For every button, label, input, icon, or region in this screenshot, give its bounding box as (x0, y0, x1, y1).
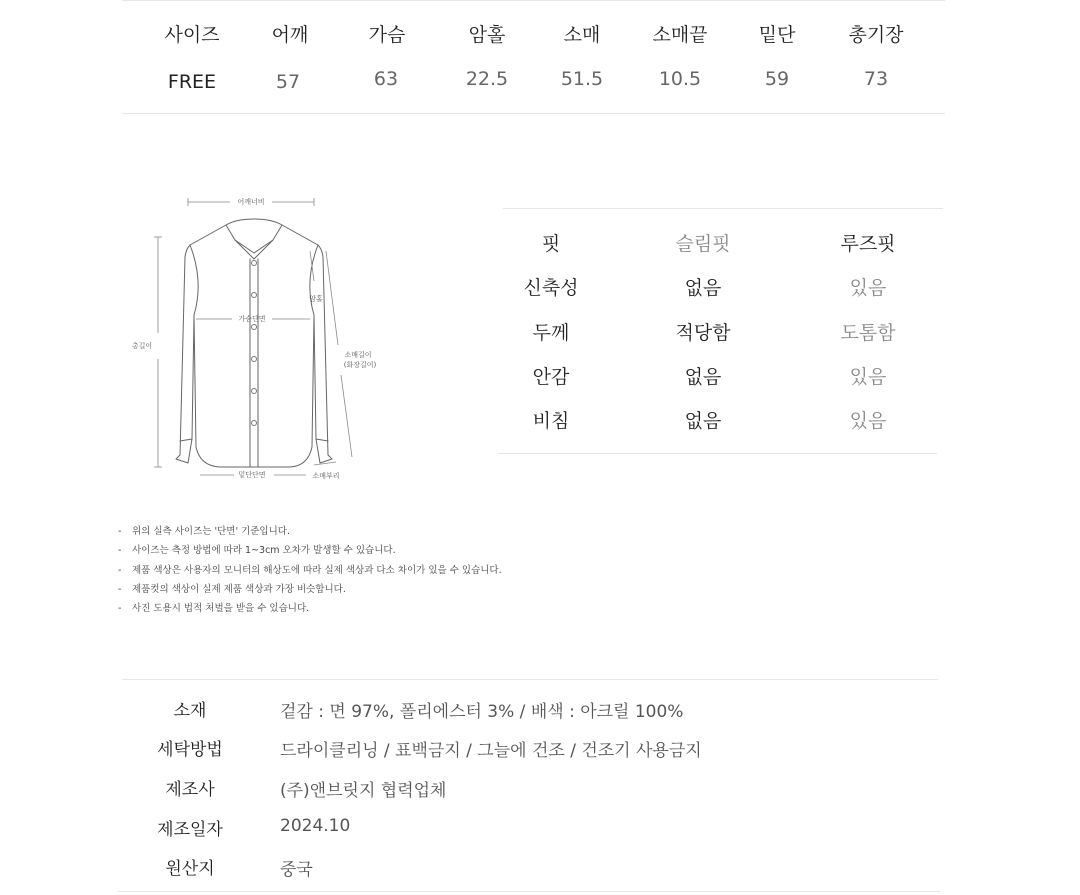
spec-table-bottom-rule (118, 891, 940, 892)
size-header-cuff: 소매끝 (652, 24, 708, 46)
label-shoulder-width: 어깨너비 (237, 198, 265, 206)
fit-option-1: 없음 (684, 366, 722, 388)
fit-option-2: 도톰함 (840, 322, 896, 344)
spec-label: 소재 (173, 701, 207, 721)
spec-table-top-rule (122, 679, 938, 680)
label-chest-width: 가슴단면 (238, 315, 266, 323)
spec-value: (주)앤브릿지 협력업체 (280, 781, 447, 801)
shirt-button (252, 389, 257, 394)
size-value-free: FREE (167, 71, 217, 93)
top-rule (122, 0, 945, 1)
note-item: - 사진 도용시 법적 처벌을 받을 수 있습니다. (118, 603, 310, 614)
size-header-hem: 밑단 (758, 24, 796, 46)
size-header-chest: 가슴 (368, 24, 406, 46)
fit-option-1: 없음 (684, 277, 722, 299)
spec-value: 2024.10 (280, 816, 351, 836)
spec-value: 중국 (280, 860, 313, 880)
note-item: - 위의 실측 사이즈는 '단면' 기준입니다. (118, 526, 290, 537)
fit-option-1: 슬림핏 (675, 233, 731, 255)
fit-label: 안감 (532, 366, 570, 388)
size-value-length: 73 (863, 68, 889, 90)
note-item: - 사이즈는 측정 방법에 따라 1~3cm 오차가 발생할 수 있습니다. (118, 545, 396, 556)
spec-label: 제조일자 (157, 820, 223, 840)
shirt-button (252, 293, 257, 298)
spec-label: 제조사 (165, 780, 215, 800)
note-item: - 제품 색상은 사용자의 모니터의 해상도에 따라 실제 색상과 다소 차이가 있을 수 있습니다. (118, 565, 502, 576)
fit-option-1: 적당함 (675, 322, 731, 344)
spec-label: 원산지 (165, 859, 215, 879)
fit-table-bottom-rule (498, 453, 937, 454)
fit-label: 두께 (532, 322, 570, 344)
label-cuff: 소매부리 (312, 472, 340, 480)
label-total-length: 총길이 (131, 342, 153, 350)
spec-value: 드라이클리닝 / 표백금지 / 그늘에 건조 / 건조기 사용금지 (280, 741, 702, 761)
size-value-cuff: 10.5 (658, 68, 702, 90)
fit-table-top-rule (503, 208, 943, 209)
fit-option-2: 있음 (849, 410, 887, 432)
label-armhole: 암홀 (309, 295, 323, 303)
fit-option-1: 없음 (684, 410, 722, 432)
shirt-measurement-diagram (110, 185, 410, 495)
shirt-button (252, 325, 257, 330)
note-item: - 제품컷의 색상이 실제 제품 색상과 가장 비슷합니다. (118, 584, 346, 595)
size-value-shoulder: 57 (275, 71, 301, 93)
size-table-bottom-rule (122, 113, 945, 114)
size-header-sleeve: 소매 (563, 24, 601, 46)
fit-label: 신축성 (523, 277, 579, 299)
size-header-shoulder: 어깨 (271, 24, 309, 46)
fit-option-2: 루즈핏 (840, 233, 896, 255)
label-hem-width: 밑단단면 (238, 471, 266, 479)
fit-label: 비침 (532, 410, 570, 432)
spec-label: 세탁방법 (157, 740, 223, 760)
size-value-hem: 59 (764, 68, 790, 90)
size-value-sleeve: 51.5 (560, 68, 604, 90)
shirt-button (252, 261, 257, 266)
fit-label: 핏 (541, 233, 561, 255)
size-value-armhole: 22.5 (465, 68, 509, 90)
shirt-button (252, 421, 257, 426)
shirt-button (252, 357, 257, 362)
label-sleeve-length-sub: (화장길이) (343, 361, 377, 369)
size-value-chest: 63 (373, 68, 399, 90)
fit-option-2: 있음 (849, 277, 887, 299)
fit-option-2: 있음 (849, 366, 887, 388)
spec-value: 겉감 : 면 97%, 폴리에스터 3% / 배색 : 아크릴 100% (280, 702, 684, 722)
size-header-size: 사이즈 (164, 24, 220, 46)
label-sleeve-length: 소매길이 (344, 351, 372, 359)
size-header-length: 총기장 (848, 24, 904, 46)
size-header-armhole: 암홀 (468, 24, 506, 46)
